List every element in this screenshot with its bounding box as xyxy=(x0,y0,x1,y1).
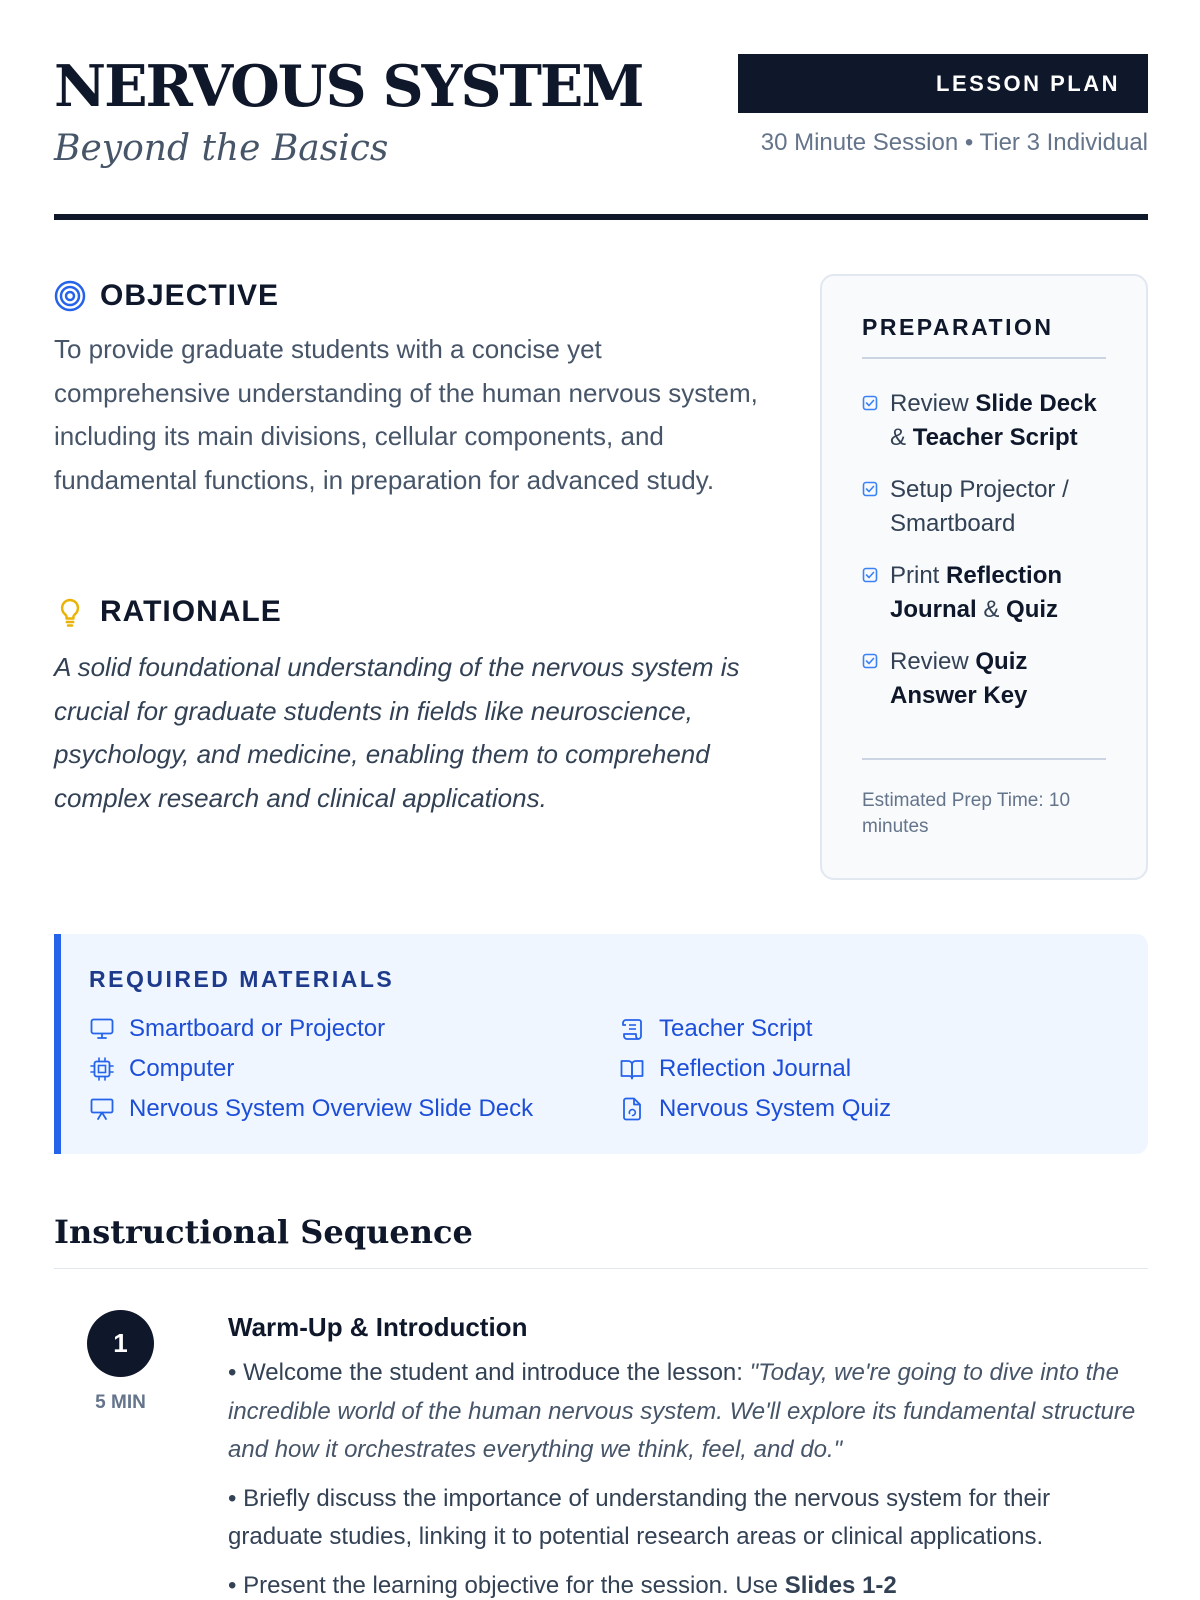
rationale-heading: RATIONALE xyxy=(100,595,282,628)
material-item: Computer xyxy=(89,1054,234,1084)
material-item: Smartboard or Projector xyxy=(89,1014,385,1044)
material-item: Nervous System Overview Slide Deck xyxy=(89,1094,533,1124)
preparation-card xyxy=(820,274,1148,880)
step-bullet: • Welcome the student and introduce the lesson: "Today, we're going to dive into the incredible world of the human nervous system. We'll explore its fundamental structure and how it orchestrates everything we think, feel, and do." xyxy=(228,1359,1136,1463)
rationale-section xyxy=(54,592,774,820)
step-number-badge: 1 xyxy=(87,1310,154,1377)
objective-heading: OBJECTIVE xyxy=(100,279,280,312)
material-item: Reflection Journal xyxy=(619,1054,851,1084)
lesson-plan-badge: LESSON PLAN xyxy=(738,54,1148,113)
prep-item: Setup Projector / Smartboard xyxy=(862,473,1106,541)
session-info: 30 Minute Session • Tier 3 Individual xyxy=(760,129,1148,156)
step-bullet: • Present the learning objective for the session. Use Slides 1-2 xyxy=(228,1571,897,1599)
monitor-icon xyxy=(89,1016,115,1042)
checkbox-icon xyxy=(862,653,878,669)
step-title: Warm-Up & Introduction xyxy=(228,1312,528,1342)
sequence-divider xyxy=(54,1268,1148,1269)
prep-item: Review Quiz Answer Key xyxy=(862,645,1106,713)
checkbox-icon xyxy=(862,481,878,497)
material-item: Teacher Script xyxy=(619,1014,812,1044)
scroll-icon xyxy=(619,1016,645,1042)
prep-item: Review Slide Deck & Teacher Script xyxy=(862,387,1106,455)
material-item: Nervous System Quiz xyxy=(619,1094,891,1124)
objective-text: To provide graduate students with a concise yet comprehensive understanding of the human nervous system, including its main divisions, cellular components, and fundamental functions, in preparation for advanced study. xyxy=(54,334,758,495)
step-bullet: • Briefly discuss the importance of understanding the nervous system for their graduate studies, linking it to potential research areas or clinical applications. xyxy=(228,1484,1051,1550)
step-content xyxy=(228,1310,1148,1600)
objective-section xyxy=(54,276,774,502)
header-divider xyxy=(54,214,1148,220)
prep-time-estimate: Estimated Prep Time: 10 minutes xyxy=(862,790,1071,837)
step-duration: 5 MIN xyxy=(95,1392,146,1413)
lightbulb-icon xyxy=(54,596,86,628)
preparation-divider xyxy=(862,758,1106,760)
checkbox-icon xyxy=(862,567,878,583)
preparation-heading: PREPARATION xyxy=(862,314,1106,359)
required-materials-panel xyxy=(54,934,1148,1154)
header xyxy=(54,54,1148,224)
left-column xyxy=(54,276,774,813)
cpu-icon xyxy=(89,1056,115,1082)
file-icon xyxy=(619,1096,645,1122)
presentation-icon xyxy=(89,1096,115,1122)
teacher-quote: "Today, we're going to dive into the incredible world of the human nervous system. We'll explore its fundamental structure and how it orchestrates everything we think, feel, and do." xyxy=(228,1359,1136,1463)
sequence-title: Instructional Sequence xyxy=(54,1213,473,1251)
materials-heading: REQUIRED MATERIALS xyxy=(89,966,395,992)
preparation-list xyxy=(862,387,1106,713)
prep-item: Print Reflection Journal & Quiz xyxy=(862,559,1106,627)
page-subtitle: Beyond the Basics xyxy=(54,128,389,169)
rationale-text: A solid foundational understanding of the nervous system is crucial for graduate students in fields like neuroscience, psychology, and medicine, enabling them to comprehend complex research and clinical applications. xyxy=(54,652,740,813)
target-icon xyxy=(54,280,86,312)
page-title: NERVOUS SYSTEM xyxy=(54,53,643,120)
checkbox-icon xyxy=(862,395,878,411)
open-book-icon xyxy=(619,1056,645,1082)
